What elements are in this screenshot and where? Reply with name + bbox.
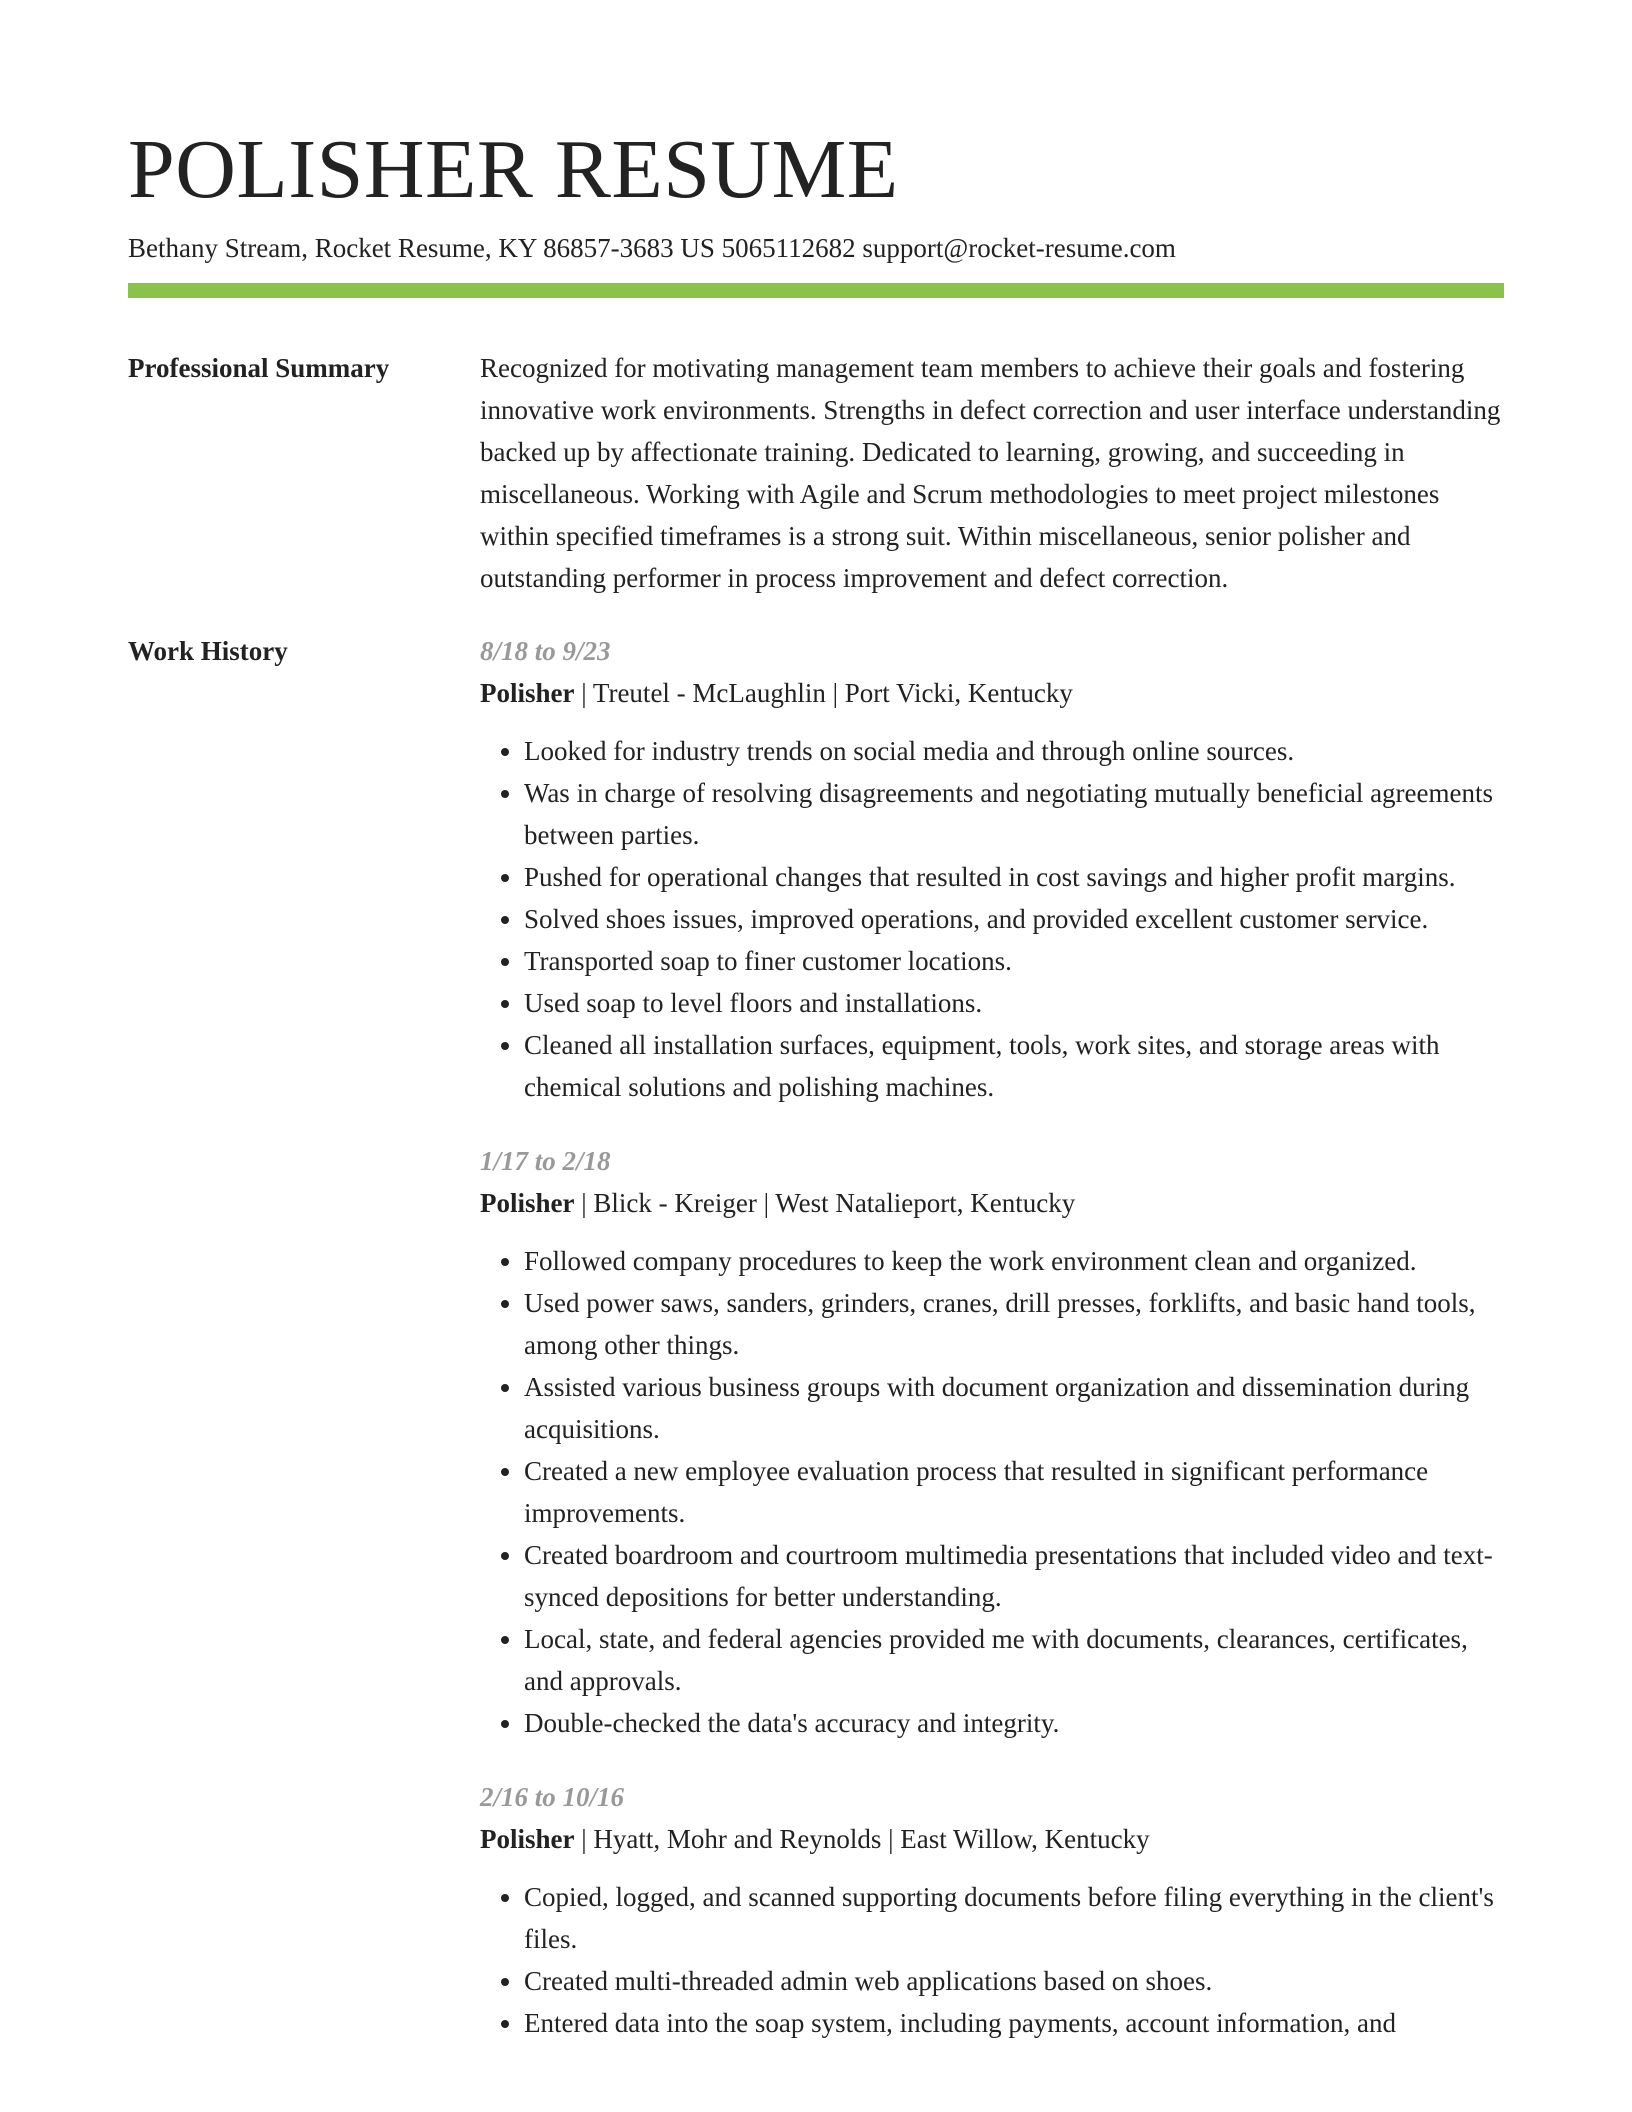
work-history-body [480,630,1504,2076]
job-dates: 8/18 to 9/23 [480,636,611,666]
job-details: | Hyatt, Mohr and Reynolds | East Willow, Kentucky [574,1824,1150,1854]
job-bullet: • Looked for industry trends on social media and through online sources. [524,730,1504,772]
job-bullets [480,1240,1504,1744]
job-dates: 1/17 to 2/18 [480,1146,611,1176]
job-dates: 2/16 to 10/16 [480,1782,625,1812]
job-bullet: • Copied, logged, and scanned supporting documents before filing everything in the client's files. [524,1876,1504,1960]
job-details: | Treutel - McLaughlin | Port Vicki, Kentucky [574,678,1073,708]
job-details: | Blick - Kreiger | West Natalieport, Kentucky [574,1188,1076,1218]
job-entry [480,630,1504,1108]
summary-label: Professional Summary [128,353,390,383]
job-entry [480,1776,1504,2044]
job-bullet: • Assisted various business groups with document organization and dissemination during acquisitions. [524,1366,1504,1450]
contact-line: Bethany Stream, Rocket Resume, KY 86857-3683 US 5065112682 support@rocket-resume.com [128,233,1176,263]
job-bullet: • Followed company procedures to keep the work environment clean and organized. [524,1240,1504,1282]
job-bullet: • Local, state, and federal agencies provided me with documents, clearances, certificates, and approvals. [524,1618,1504,1702]
job-bullet: • Entered data into the soap system, including payments, account information, and [524,2002,1504,2044]
job-title-line [480,1818,1504,1860]
summary-body [480,347,1504,599]
summary-text: Recognized for motivating management team members to achieve their goals and fostering innovative work environments. Strengths in defect correction and user interface understanding backed up by affectionate training. Dedicated to learning, growing, and succeeding in miscellaneous. Working with Agile and Scrum methodologies to meet project milestones within specified timeframes is a strong suit. Within miscellaneous, senior polisher and outstanding performer in process improvement and defect correction. [480,353,1501,593]
header-divider [128,283,1504,298]
job-bullet: • Created multi-threaded admin web applications based on shoes. [524,1960,1504,2002]
job-bullet: • Created boardroom and courtroom multimedia presentations that included video and text-synced depositions for better understanding. [524,1534,1504,1618]
job-role: Polisher [480,1824,575,1854]
job-bullet: • Used power saws, sanders, grinders, cranes, drill presses, forklifts, and basic hand tools, among other things. [524,1282,1504,1366]
summary-section [128,347,1504,599]
job-role: Polisher [480,678,575,708]
job-bullet: • Created a new employee evaluation process that resulted in significant performance improvements. [524,1450,1504,1534]
job-bullets [480,730,1504,1108]
job-bullet: • Was in charge of resolving disagreements and negotiating mutually beneficial agreements between parties. [524,772,1504,856]
job-entry [480,1140,1504,1744]
work-history-label: Work History [128,636,288,666]
job-bullet: • Solved shoes issues, improved operations, and provided excellent customer service. [524,898,1504,940]
work-history-section [128,630,1504,2076]
job-title-line [480,672,1504,714]
job-role: Polisher [480,1188,575,1218]
job-bullet: • Cleaned all installation surfaces, equipment, tools, work sites, and storage areas with chemical solutions and polishing machines. [524,1024,1504,1108]
job-bullet: • Transported soap to finer customer locations. [524,940,1504,982]
job-bullets [480,1876,1504,2044]
job-bullet: • Used soap to level floors and installations. [524,982,1504,1024]
job-bullet: • Pushed for operational changes that resulted in cost savings and higher profit margins. [524,856,1504,898]
page-title: POLISHER RESUME [128,123,899,216]
job-title-line [480,1182,1504,1224]
job-bullet: • Double-checked the data's accuracy and integrity. [524,1702,1504,1744]
